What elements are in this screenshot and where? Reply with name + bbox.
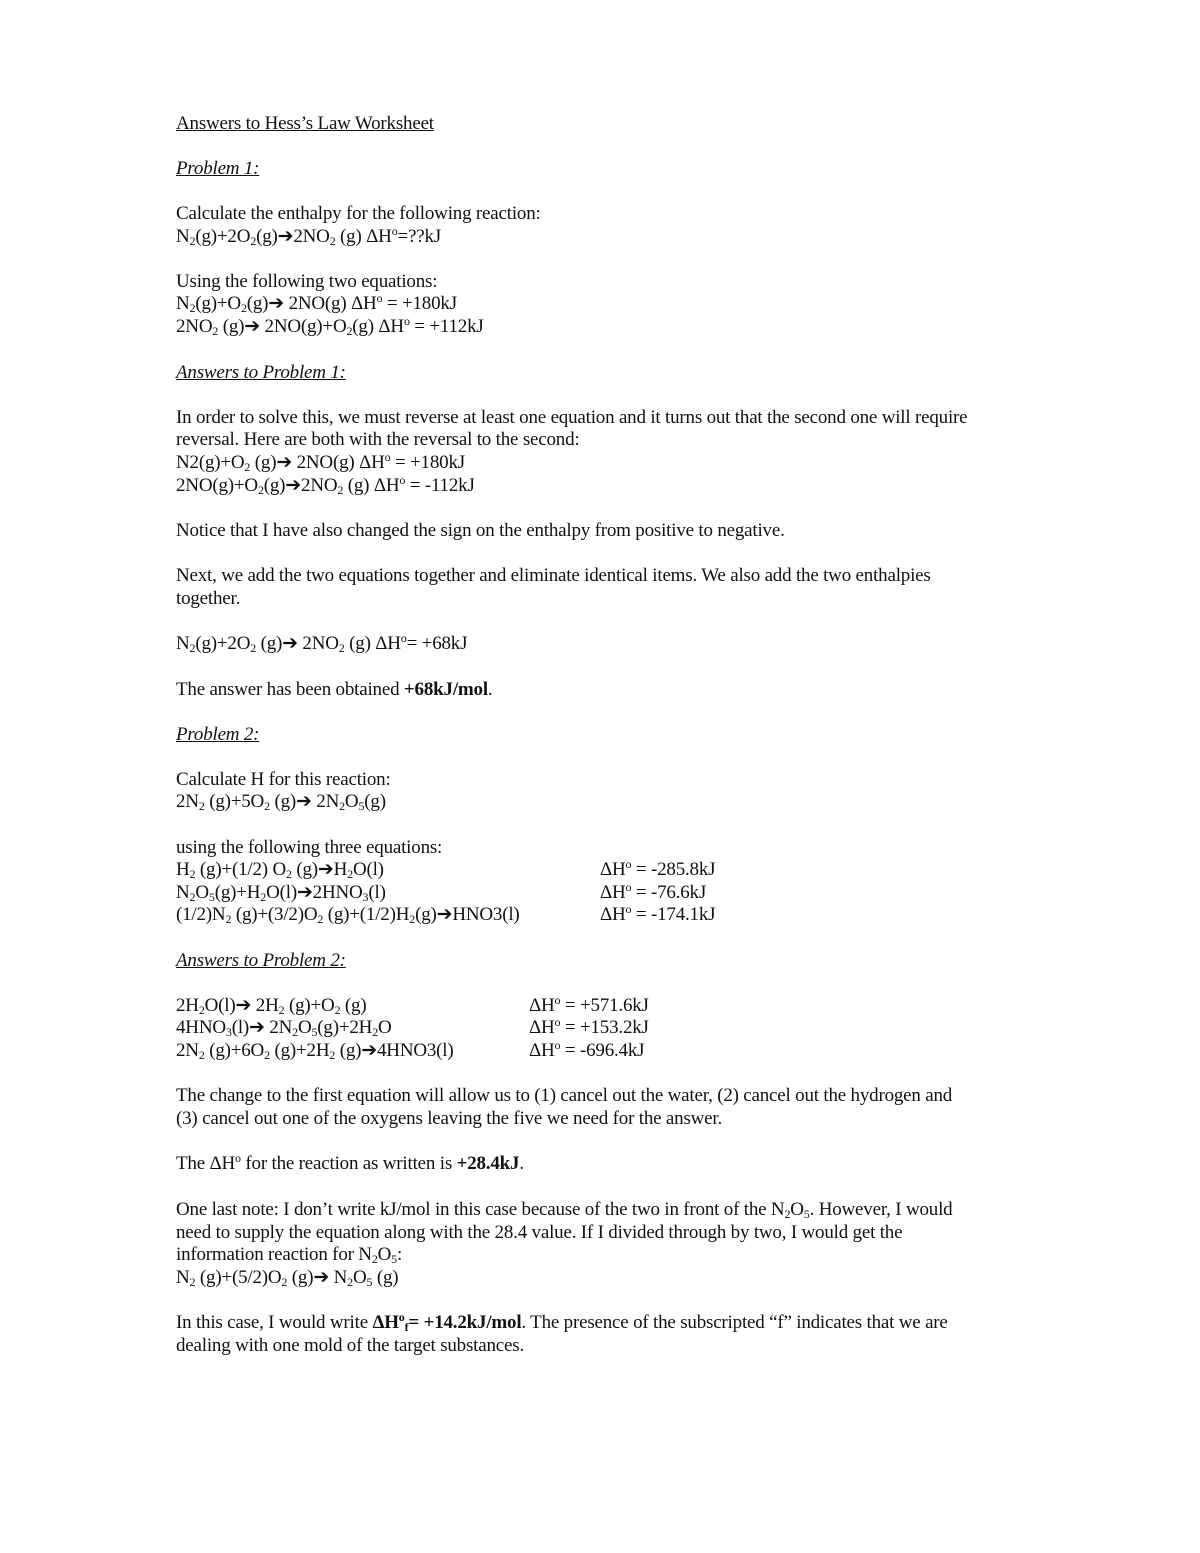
- answers-1-equation: $N2(g)+O_2$ (g)➔ 2NO(g) $\Delta H^o = +180kJ$: [176, 450, 465, 474]
- problem-1-given-equation: $2NO_2$ (g)➔ $2NO(g)+O_2(g) \Delta H^o = +112kJ$: [176, 314, 484, 338]
- problem-1-using-text: Using the following two equations:: [176, 271, 438, 292]
- problem-2-given-row: [176, 903, 876, 927]
- problem-1-given-equation: $N_2(g)+O_2(g)➔$ 2NO(g) $\Delta H^o = +180kJ$: [176, 291, 457, 315]
- answers-2-note: information reaction for $N_2O_5$:: [176, 1244, 403, 1266]
- problem-2-using-text: using the following three equations:: [176, 837, 443, 858]
- problem-2-given-row: [176, 881, 876, 905]
- problem-1-intro: Calculate the enthalpy for the following reaction:: [176, 203, 541, 224]
- answers-2-formation-equation: $N_2$ $(g)+(5/2)O_2$ (g)➔ $N_2O_5$ (g): [176, 1267, 399, 1289]
- problem-2-given-row: [176, 858, 876, 882]
- problem-1-heading: Problem 1:: [176, 158, 260, 179]
- answers-1-equation: $2NO(g)+O_2(g)➔2NO_2$ (g) $\Delta H^o = -112kJ$: [176, 473, 475, 497]
- enthalpy-value: $\Delta H^o = -76.6kJ$: [600, 880, 707, 903]
- reaction: $N_2O_5(g)+H_2O(l)➔2HNO_3(l)$: [176, 882, 386, 904]
- answers-2-heading: Answers to Problem 2:: [176, 950, 346, 971]
- answers-1-paragraph: reversal. Here are both with the reversal to the second:: [176, 429, 580, 450]
- answers-2-change: The change to the first equation will allow us to (1) cancel out the water, (2) cancel out the hydrogen and: [176, 1085, 953, 1106]
- reaction: $H_2$ (g)+(1/2) $O_2$ $(g)➔H_2O(l)$: [176, 859, 384, 881]
- reaction: $2H_2O(l)➔$ $2H_2$ $(g)+O_2$ (g): [176, 995, 367, 1017]
- enthalpy-value: $\Delta H^o = -174.1kJ$: [600, 902, 716, 925]
- document-title: Answers to Hess’s Law Worksheet: [176, 113, 434, 134]
- answers-1-result: The answer has been obtained +68kJ/mol.: [176, 679, 493, 700]
- answers-1-notice: Notice that I have also changed the sign on the enthalpy from positive to negative.: [176, 520, 785, 541]
- answers-2-final: In this case, I would write $\Delta H^o_f= +14.2kJ/mol$. The presence of the subscripted “f” indicates that we are: [176, 1310, 948, 1334]
- answers-1-heading: Answers to Problem 1:: [176, 362, 346, 383]
- answers-1-next: together.: [176, 588, 241, 609]
- problem-2-target-equation: $2N_2$ $(g)+5O_2$ (g)➔ $2N_2O_5(g)$: [176, 791, 386, 813]
- reaction: $4HNO_3(l)➔$ $2N_2O_5(g)+2H_2O$: [176, 1017, 392, 1039]
- problem-1-target-equation: $N_2(g)+2O_2(g)➔2NO_2$ (g) $\Delta H^o=??kJ$: [176, 224, 441, 248]
- answers-2-note: One last note: I don’t write kJ/mol in this case because of the two in front of the $N_2O_5$. However, I would: [176, 1199, 953, 1221]
- answers-1-paragraph: In order to solve this, we must reverse at least one equation and it turns out that the second one will require: [176, 407, 968, 428]
- enthalpy-value: $\Delta H^o = +153.2kJ$: [529, 1015, 649, 1038]
- answers-2-equation-row: [176, 1016, 876, 1040]
- answers-2-note: need to supply the equation along with the 28.4 value. If I divided through by two, I would get the: [176, 1222, 903, 1243]
- answers-2-result: The $\Delta H^o$ for the reaction as written is +28.4kJ.: [176, 1151, 524, 1174]
- answers-1-result-value: +68kJ/mol: [403, 679, 488, 700]
- answers-2-change: (3) cancel out one of the oxygens leaving the five we need for the answer.: [176, 1108, 723, 1129]
- answers-1-next: Next, we add the two equations together and eliminate identical items. We also add the two enthalpies: [176, 565, 931, 586]
- answers-2-equation-row: [176, 1039, 876, 1063]
- answers-1-sum-equation: $N_2(g)+2O_2$ (g)➔ $2NO_2$ (g) $\Delta H^o= +68kJ$: [176, 631, 468, 655]
- problem-2-intro: Calculate H for this reaction:: [176, 769, 391, 790]
- enthalpy-value: $\Delta H^o = -285.8kJ$: [600, 857, 716, 880]
- reaction: $(1/2)N_2$ $(g)+(3/2)O_2$ $(g)+(1/2)H_2(g)➔HNO3(l)$: [176, 904, 520, 926]
- enthalpy-value: $\Delta H^o = -696.4kJ$: [529, 1038, 645, 1061]
- problem-2-heading: Problem 2:: [176, 724, 260, 745]
- answers-2-final: dealing with one mold of the target substances.: [176, 1335, 525, 1356]
- answers-2-equation-row: [176, 994, 876, 1018]
- enthalpy-value: $\Delta H^o = +571.6kJ$: [529, 993, 649, 1016]
- reaction: $2N_2$ $(g)+6O_2$ $(g)+2H_2$ (g)➔4HNO3(l): [176, 1040, 454, 1062]
